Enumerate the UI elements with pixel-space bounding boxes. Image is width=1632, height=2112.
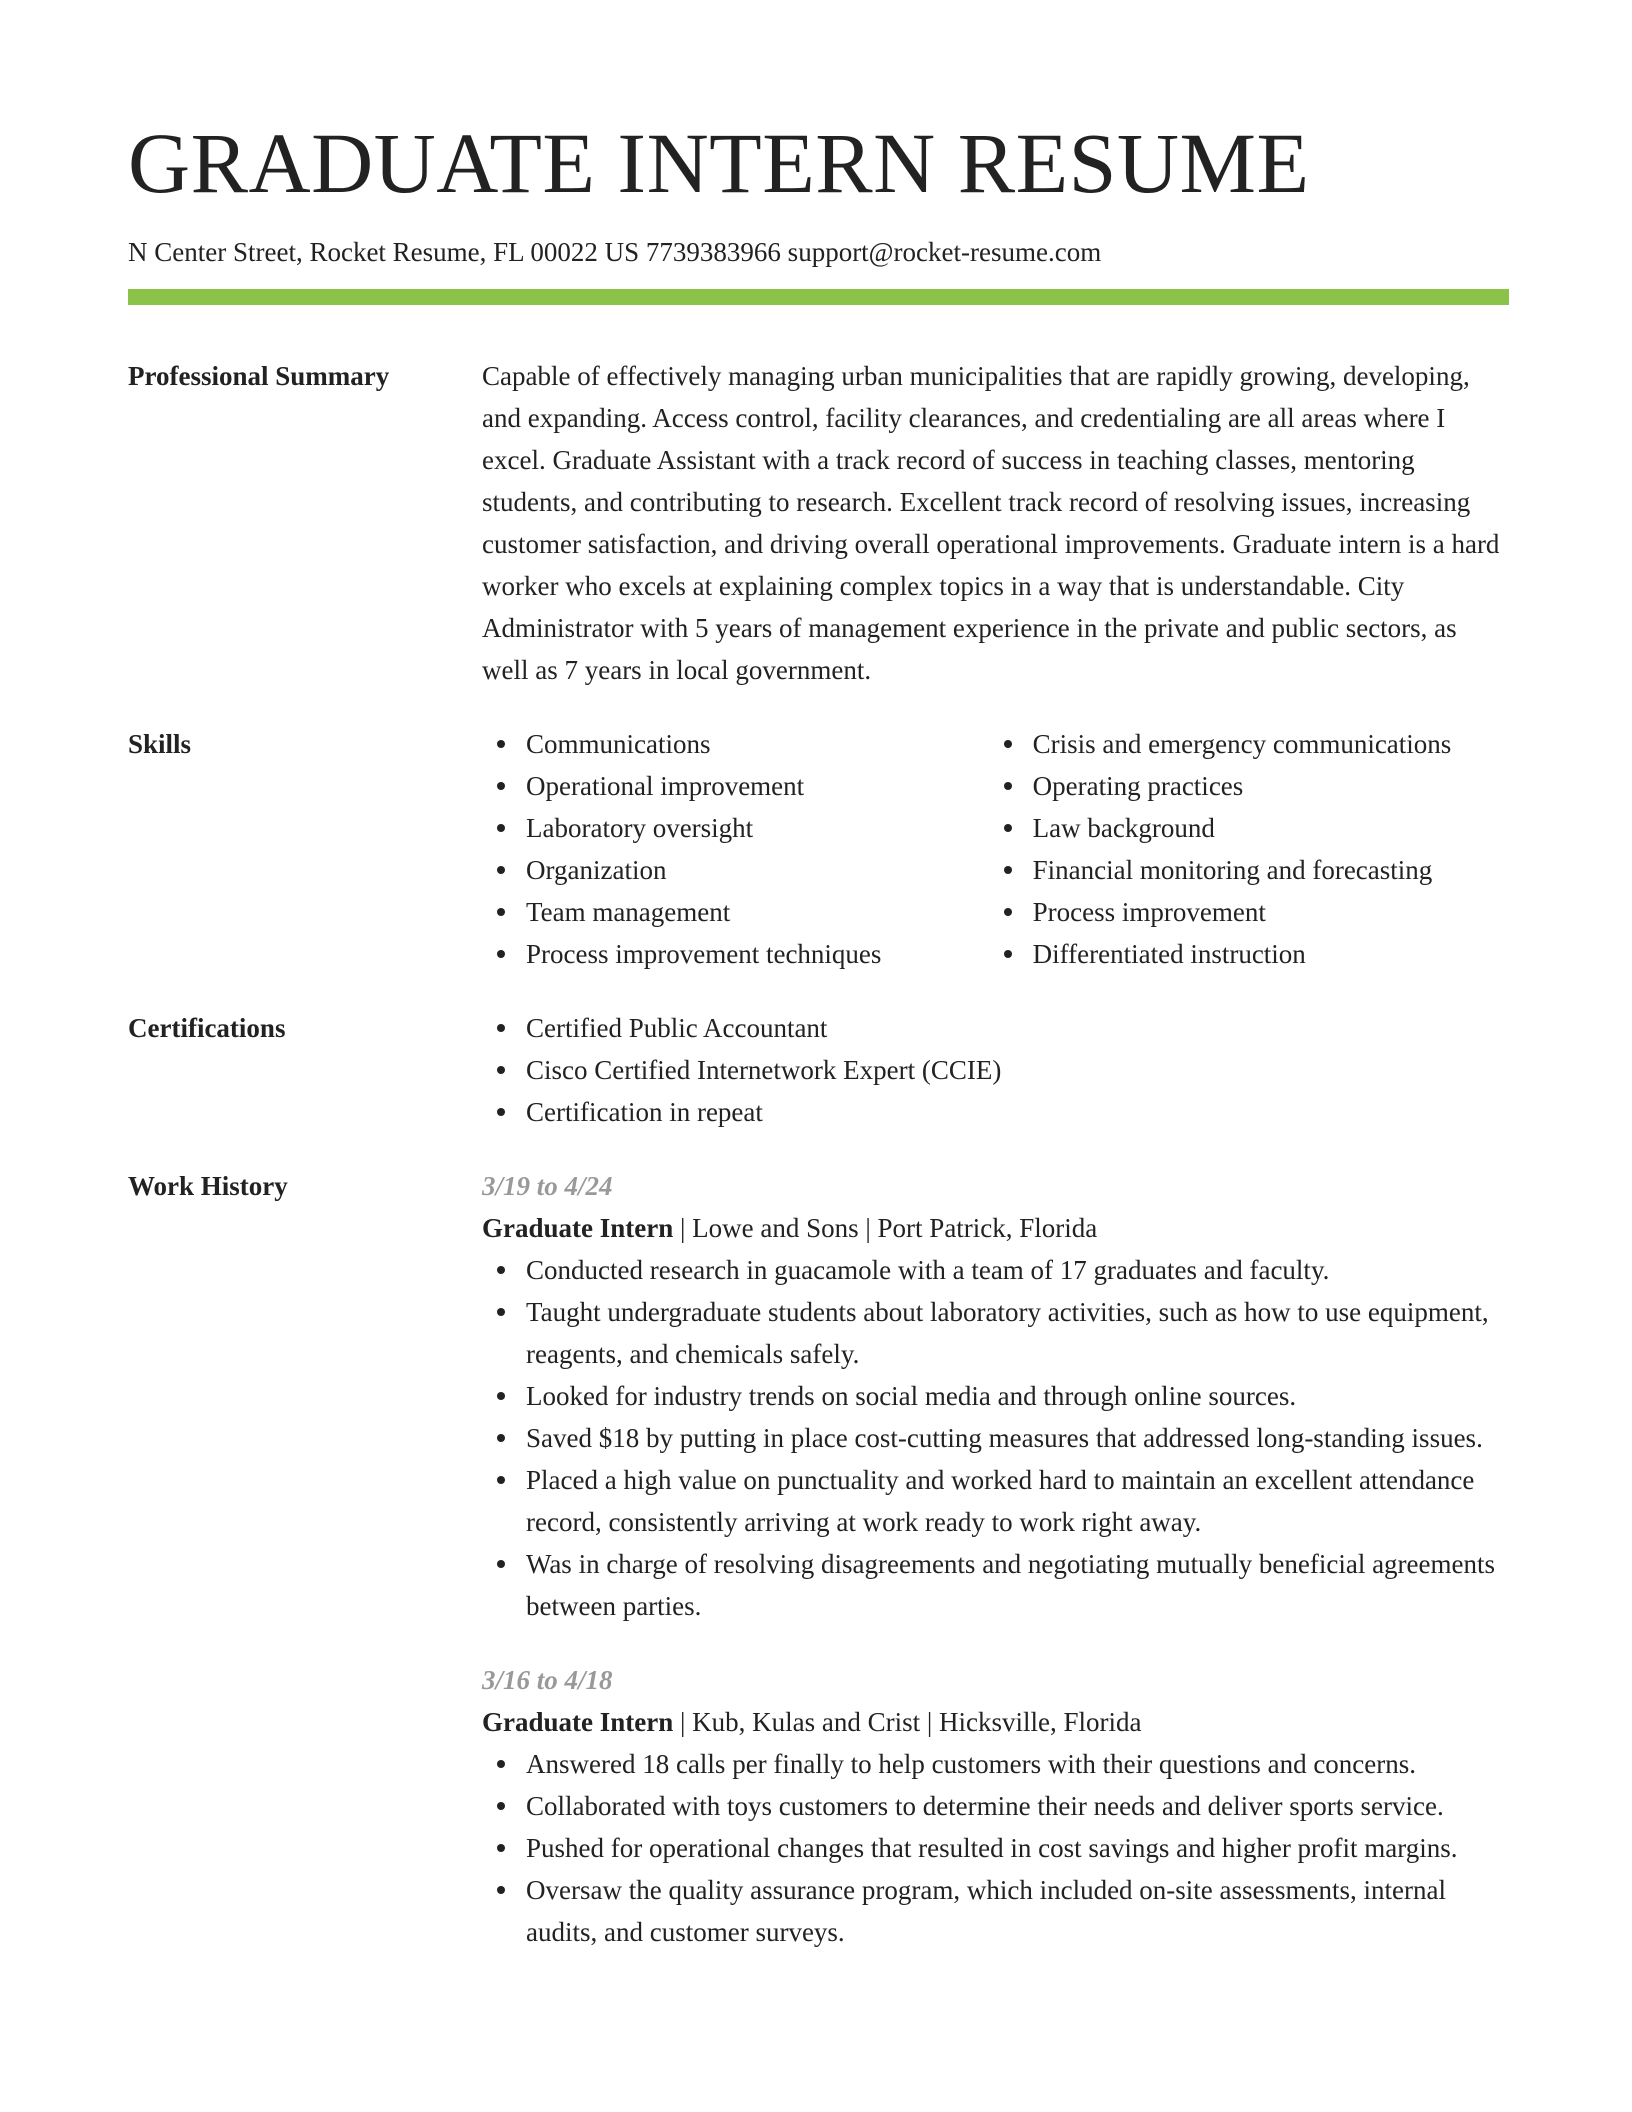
job-title: Graduate Intern bbox=[482, 1707, 674, 1738]
summary-text: Capable of effectively managing urban municipalities that are rapidly growing, developing, and expanding. Access control, facility clearances, and credentialing are all areas where I excel. Graduate Assistant with a track record of success in teaching classes, mentoring students, and contributing to research. Excellent track record of resolving issues, increasing customer satisfaction, and driving overall operational improvements. Graduate intern is a hard worker who excels at explaining complex topics in a way that is understandable. City Administrator with 5 years of management experience in the private and public sectors, as well as 7 years in local government. bbox=[482, 361, 1500, 686]
job-entry bbox=[482, 1659, 1509, 1953]
job-duty-item: Pushed for operational changes that resulted in cost savings and higher profit margins. bbox=[526, 1827, 1509, 1869]
job-duties-list bbox=[482, 1743, 1509, 1953]
job-duties-list bbox=[482, 1249, 1509, 1627]
skills-list bbox=[482, 723, 989, 975]
job-duty-item: Saved $18 by putting in place cost-cutting measures that addressed long-standing issues. bbox=[526, 1417, 1509, 1459]
certification-item: Certified Public Accountant bbox=[526, 1007, 1509, 1049]
job-duty-item: Taught undergraduate students about laboratory activities, such as how to use equipment, reagents, and chemicals safely. bbox=[526, 1291, 1509, 1375]
skill-item: Communications bbox=[526, 723, 989, 765]
job-duty-item: Conducted research in guacamole with a team of 17 graduates and faculty. bbox=[526, 1249, 1509, 1291]
job-dates: 3/19 to 4/24 bbox=[482, 1171, 613, 1202]
skill-item: Laboratory oversight bbox=[526, 807, 989, 849]
section-heading: Professional Summary bbox=[128, 361, 390, 392]
skills-list bbox=[989, 723, 1509, 975]
certifications-body bbox=[482, 1007, 1509, 1133]
skill-item: Operational improvement bbox=[526, 765, 989, 807]
job-dates: 3/16 to 4/18 bbox=[482, 1665, 613, 1696]
skill-item: Process improvement techniques bbox=[526, 933, 989, 975]
job-title: Graduate Intern bbox=[482, 1213, 674, 1244]
job-employer-location: | Lowe and Sons | Port Patrick, Florida bbox=[673, 1213, 1098, 1244]
accent-divider bbox=[128, 289, 1509, 305]
job-duty-item: Placed a high value on punctuality and worked hard to maintain an excellent attendance record, consistently arriving at work ready to work right away. bbox=[526, 1459, 1509, 1543]
job-duty-item: Was in charge of resolving disagreements and negotiating mutually beneficial agreements between parties. bbox=[526, 1543, 1509, 1627]
certification-item: Certification in repeat bbox=[526, 1091, 1509, 1133]
job-duty-item: Collaborated with toys customers to determine their needs and deliver sports service. bbox=[526, 1785, 1509, 1827]
job-duty-item: Answered 18 calls per finally to help customers with their questions and concerns. bbox=[526, 1743, 1509, 1785]
skill-item: Team management bbox=[526, 891, 989, 933]
job-employer-location: | Kub, Kulas and Crist | Hicksville, Florida bbox=[673, 1707, 1142, 1738]
skill-item: Operating practices bbox=[1033, 765, 1509, 807]
certifications-list bbox=[482, 1007, 1509, 1133]
skills-section bbox=[128, 723, 1509, 975]
resume-title: GRADUATE INTERN RESUME bbox=[128, 115, 1310, 211]
work-history-section bbox=[128, 1165, 1509, 1953]
section-heading: Work History bbox=[128, 1171, 288, 1202]
section-heading: Certifications bbox=[128, 1013, 286, 1044]
resume-page bbox=[128, 0, 1509, 1953]
job-entry bbox=[482, 1165, 1509, 1627]
work-history-body bbox=[482, 1165, 1509, 1953]
section-heading: Skills bbox=[128, 729, 192, 760]
skills-grid bbox=[482, 723, 1509, 975]
skill-item: Law background bbox=[1033, 807, 1509, 849]
job-duty-item: Looked for industry trends on social media and through online sources. bbox=[526, 1375, 1509, 1417]
skill-item: Crisis and emergency communications bbox=[1033, 723, 1509, 765]
certifications-section bbox=[128, 1007, 1509, 1133]
skill-item: Organization bbox=[526, 849, 989, 891]
certification-item: Cisco Certified Internetwork Expert (CCIE) bbox=[526, 1049, 1509, 1091]
job-heading bbox=[482, 1207, 1509, 1249]
skill-item: Process improvement bbox=[1033, 891, 1509, 933]
skill-item: Differentiated instruction bbox=[1033, 933, 1509, 975]
contact-info: N Center Street, Rocket Resume, FL 00022 US 7739383966 support@rocket-resume.com bbox=[128, 237, 1102, 267]
job-duty-item: Oversaw the quality assurance program, which included on-site assessments, internal audits, and customer surveys. bbox=[526, 1869, 1509, 1953]
professional-summary-section bbox=[128, 355, 1509, 691]
job-heading bbox=[482, 1701, 1509, 1743]
skill-item: Financial monitoring and forecasting bbox=[1033, 849, 1509, 891]
